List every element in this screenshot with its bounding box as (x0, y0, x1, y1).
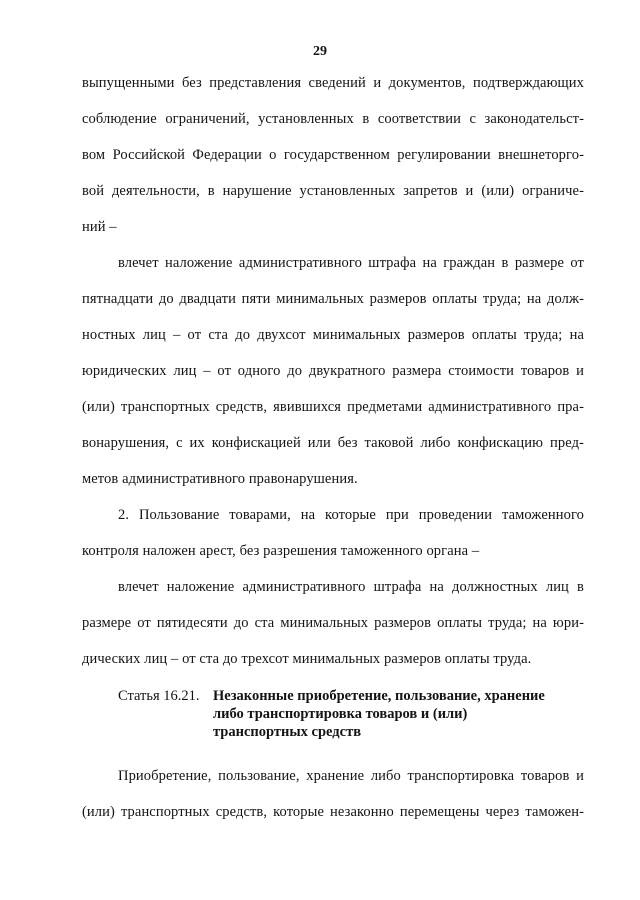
text-line: метов административного правонарушения. (82, 471, 358, 487)
text-line: контроля наложен арест, без разрешения таможенного органа – (82, 543, 480, 559)
article-title-line: либо транспортировка товаров и (или) (213, 706, 468, 722)
text-line: (или) транспортных средств, явившихся предметами административного пра- (82, 399, 584, 415)
text-line: юридических лиц – от одного до двукратного размера стоимости товаров и (82, 363, 584, 379)
text-line: размере от пятидесяти до ста минимальных размеров оплаты труда; на юри- (82, 615, 584, 631)
text-line: соблюдение ограничений, установленных в соответствии с законодательст- (82, 111, 584, 127)
article-title-line: транспортных средств (213, 724, 362, 740)
text-line: вонарушения, с их конфискацией или без таковой либо конфискацию пред- (82, 435, 584, 451)
text-line: выпущенными без представления сведений и документов, подтверждающих (82, 75, 584, 91)
text-line: влечет наложение административного штрафа на граждан в размере от (118, 255, 584, 271)
text-line: (или) транспортных средств, которые незаконно перемещены через таможен- (82, 804, 584, 820)
text-line: ний – (82, 219, 117, 235)
text-line: вой деятельности, в нарушение установленных запретов и (или) ограниче- (82, 183, 584, 199)
text-line: Приобретение, пользование, хранение либо транспортировка товаров и (118, 768, 584, 784)
text-line: пятнадцати до двадцати пяти минимальных размеров оплаты труда; на долж- (82, 291, 584, 307)
text-line: 2. Пользование товарами, на которые при проведении таможенного (118, 507, 584, 523)
text-line: ностных лиц – от ста до двухсот минимальных размеров оплаты труда; на (82, 327, 584, 343)
text-line: вом Российской Федерации о государственном регулировании внешнеторго- (82, 147, 584, 163)
text-line: влечет наложение административного штрафа на должностных лиц в (118, 579, 584, 595)
page-number: 29 (313, 44, 327, 59)
article-title-line: Незаконные приобретение, пользование, хранение (213, 688, 545, 704)
article-label: Статья 16.21. (118, 688, 200, 704)
text-line: дических лиц – от ста до трехсот минимальных размеров оплаты труда. (82, 651, 532, 667)
